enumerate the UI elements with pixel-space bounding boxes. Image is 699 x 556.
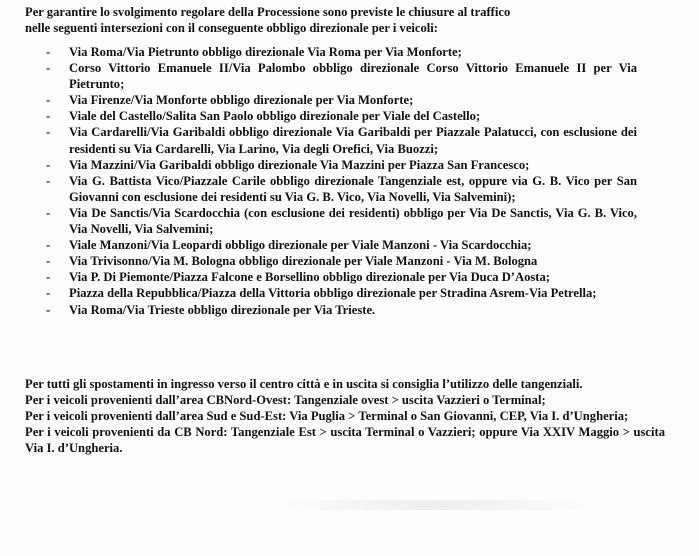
bullet-dash: - [46, 157, 51, 172]
intro-paragraph [25, 4, 665, 36]
advice-paragraph: Per i veicoli provenienti dall’area Sud e Sud-Est: Via Puglia > Terminal o San Giovanni, CEP, Via I. d’Ungheria; [25, 409, 629, 424]
list-item [0, 253, 637, 269]
list-item [0, 302, 637, 318]
advice-paragraph: Per i veicoli provenienti dall’area CBNord-Ovest: Tangenziale ovest > uscita Vazzieri o Terminal; [25, 393, 546, 408]
list-item-text: Viale Manzoni/Via Leopardi obbligo direzionale per Viale Manzoni - Via Scardocchia; [69, 238, 532, 253]
list-item-text: Via Mazzini/Via Garibaldi obbligo direzionale Via Mazzini per Piazza San Francesco; [69, 157, 530, 172]
bullet-dash: - [46, 302, 51, 317]
list-item-text: Viale del Castello/Salita San Paolo obbligo direzionale per Viale del Castello; [69, 109, 481, 124]
list-item-text: Via Cardarelli/Via Garibaldi obbligo direzionale Via Garibaldi per Piazzale Palatucci, con esclusione dei residenti su Via Cardarelli, Via Larino, Via degli Orefici, Via Buozzi; [69, 125, 637, 156]
advice-paragraph: Per tutti gli spostamenti in ingresso verso il centro città e in uscita si consiglia l’utilizzo delle tangenziali. [25, 377, 583, 391]
bullet-dash: - [46, 93, 51, 108]
list-item-text: Via Roma/Via Pietrunto obbligo direzionale Via Roma per Via Monforte; [69, 45, 462, 59]
list-item-text: Via De Sanctis/Via Scardocchia (con esclusione dei residenti) obbligo per Via De Sanctis, Via G. B. Vico, Via Novelli, Via Salvemini; [69, 205, 637, 237]
list-item [0, 60, 637, 92]
list-item [0, 285, 637, 301]
bullet-dash: - [46, 173, 51, 188]
list-item [0, 173, 637, 205]
list-item [0, 108, 637, 124]
list-item-text: Via G. Battista Vico/Piazzale Carile obbligo direzionale Tangenziale est, oppure via G. B. Vico per San Giovanni con esclusione dei residenti su Via G. B. Vico, Via Novelli, Via Salvemini); [69, 173, 637, 204]
list-item [0, 205, 637, 237]
intro-line-2: nelle seguenti intersezioni con il conseguente obbligo direzionale per i veicoli: [25, 21, 438, 36]
list-item-text: Via P. Di Piemonte/Piazza Falcone e Borsellino obbligo direzionale per Via Duca D’Aosta; [69, 270, 550, 285]
list-item [0, 44, 637, 60]
list-item-text: Corso Vittorio Emanuele II/Via Palombo obbligo direzionale Corso Vittorio Emanuele II per Via Pietrunto; [69, 61, 637, 92]
list-item [0, 124, 637, 156]
list-item-text: Via Trivisonno/Via M. Bologna obbligo direzionale per Viale Manzoni - Via M. Bologna [69, 254, 538, 269]
bullet-dash: - [46, 61, 51, 76]
faded-bleed-through [270, 500, 600, 510]
list-item [0, 157, 637, 173]
list-item [0, 237, 637, 253]
bullet-dash: - [46, 270, 51, 285]
bullet-dash: - [46, 109, 51, 124]
bullet-dash: - [46, 125, 51, 140]
bullet-dash: - [46, 238, 51, 253]
advice-section [25, 376, 665, 456]
intro-line-1: Per garantire lo svolgimento regolare della Processione sono previste le chiusure al traffico [25, 5, 511, 19]
bullet-dash: - [46, 205, 51, 220]
advice-paragraph: Per i veicoli provenienti da CB Nord: Tangenziale Est > uscita Terminal o Vazzieri; oppure Via XXIV Maggio > uscita Via I. d’Ungheria. [25, 425, 665, 456]
bullet-dash: - [46, 286, 51, 301]
list-item-text: Via Firenze/Via Monforte obbligo direzionale per Via Monforte; [69, 93, 414, 108]
list-item [0, 269, 637, 285]
closures-list [0, 44, 699, 318]
list-item-text: Piazza della Repubblica/Piazza della Vittoria obbligo direzionale per Stradina Asrem-Via Petrella; [69, 286, 597, 301]
list-item [0, 92, 637, 108]
list-item-text: Via Roma/Via Trieste obbligo direzionale per Via Trieste. [69, 302, 376, 317]
bullet-dash: - [46, 254, 51, 269]
bullet-dash: - [46, 45, 51, 59]
